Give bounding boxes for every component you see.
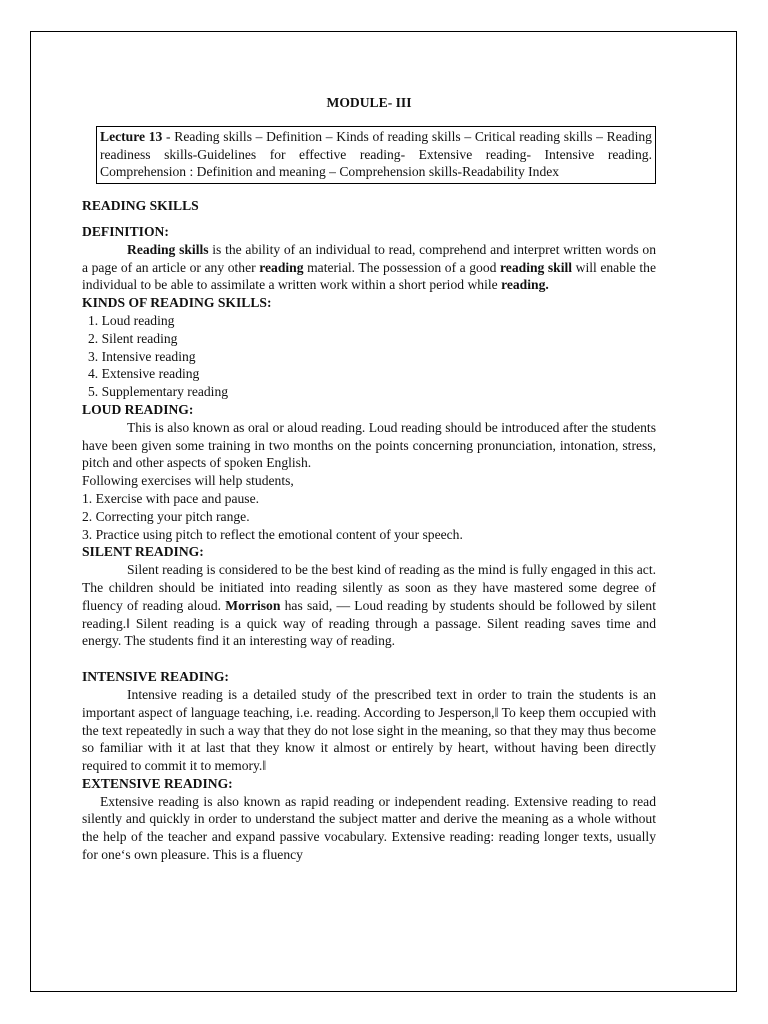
extensive-reading-heading: EXTENSIVE READING: [82, 775, 233, 791]
definition-paragraph [82, 241, 656, 294]
silent-reading-paragraph [82, 561, 656, 650]
bold-term: Morrison [225, 597, 281, 613]
lecture-summary-box [96, 126, 656, 184]
list-item: 5. Supplementary reading [88, 384, 229, 400]
document-content [82, 94, 656, 864]
module-title: MODULE- III [326, 95, 412, 110]
kinds-list [82, 312, 656, 401]
extensive-reading-paragraph: Extensive reading is also known as rapid reading or independent reading. Extensive reading to read silently and quickly in order to understand the subject matter and derive the meaning as a whole without the help of the teacher and expand passive vocabulary. Extensive reading: reading longer texts, usually for one‘s own pleasure. This is a fluency [82, 793, 656, 863]
reading-skills-heading: READING SKILLS [82, 198, 199, 214]
exercise-item: 2. Correcting your pitch range. [82, 508, 250, 524]
intensive-reading-paragraph: Intensive reading is a detailed study of the prescribed text in order to train the students is an important aspect of language teaching, i.e. reading. According to Jesperson,‖ To keep them occupied with the text repeatedly in such a way that they do not lose sight in the meaning, so that they may thus become so familiar with it at last that they know it almost or entirely by heart, without having been directly required to commit it to memory.‖ [82, 686, 656, 774]
kinds-heading: KINDS OF READING SKILLS: [82, 295, 272, 311]
bold-term: reading. [501, 277, 549, 293]
list-item: 4. Extensive reading [88, 366, 200, 382]
definition-text: will enable the individual to be able to assimilate a written work within a short period while [82, 259, 656, 293]
bold-term: reading [259, 259, 304, 275]
lecture-label: Lecture 13 [100, 128, 163, 144]
silent-reading-heading: SILENT READING: [82, 544, 204, 560]
silent-text: Silent reading is considered to be the best kind of reading as the mind is fully engaged in this act. The children should be initiated into reading silently as soon as they have mastered some degree of fluency of reading aloud. [82, 562, 656, 613]
exercise-item: 3. Practice using pitch to reflect the emotional content of your speech. [82, 526, 463, 542]
definition-text: is the ability of an individual to read, comprehend and interpret written words on a page of an article or any other [82, 241, 656, 275]
bold-term: reading skill [500, 259, 573, 275]
lecture-topics: - Reading skills – Definition – Kinds of reading skills – Critical reading skills – Reading readiness skills-Guidelines for effective reading- Extensive reading- Intensive reading. Comprehension : Definition and meaning – Comprehension skills-Readability Index [100, 128, 652, 180]
exercises-intro: Following exercises will help students, [82, 473, 294, 489]
loud-reading-heading: LOUD READING: [82, 401, 194, 417]
list-item: 2. Silent reading [88, 330, 178, 346]
loud-reading-paragraph: This is also known as oral or aloud reading. Loud reading should be introduced after the students have been given some training in two months on the points concerning pronunciation, intonation, stress, pitch and other aspects of spoken English. [82, 419, 656, 471]
list-item: 1. Loud reading [88, 312, 175, 328]
silent-text: has said, ― Loud reading by students should be followed by silent reading.‖ Silent reading is a quick way of reading through a passage. Silent reading saves time and energy. The students find it an interesting way of reading. [82, 597, 656, 649]
definition-text: material. The possession of a good [303, 259, 501, 275]
intensive-reading-heading: INTENSIVE READING: [82, 669, 229, 685]
list-item: 3. Intensive reading [88, 348, 196, 364]
exercise-item: 1. Exercise with pace and pause. [82, 490, 260, 506]
bold-term: Reading skills [127, 241, 209, 257]
definition-heading: DEFINITION: [82, 223, 169, 239]
